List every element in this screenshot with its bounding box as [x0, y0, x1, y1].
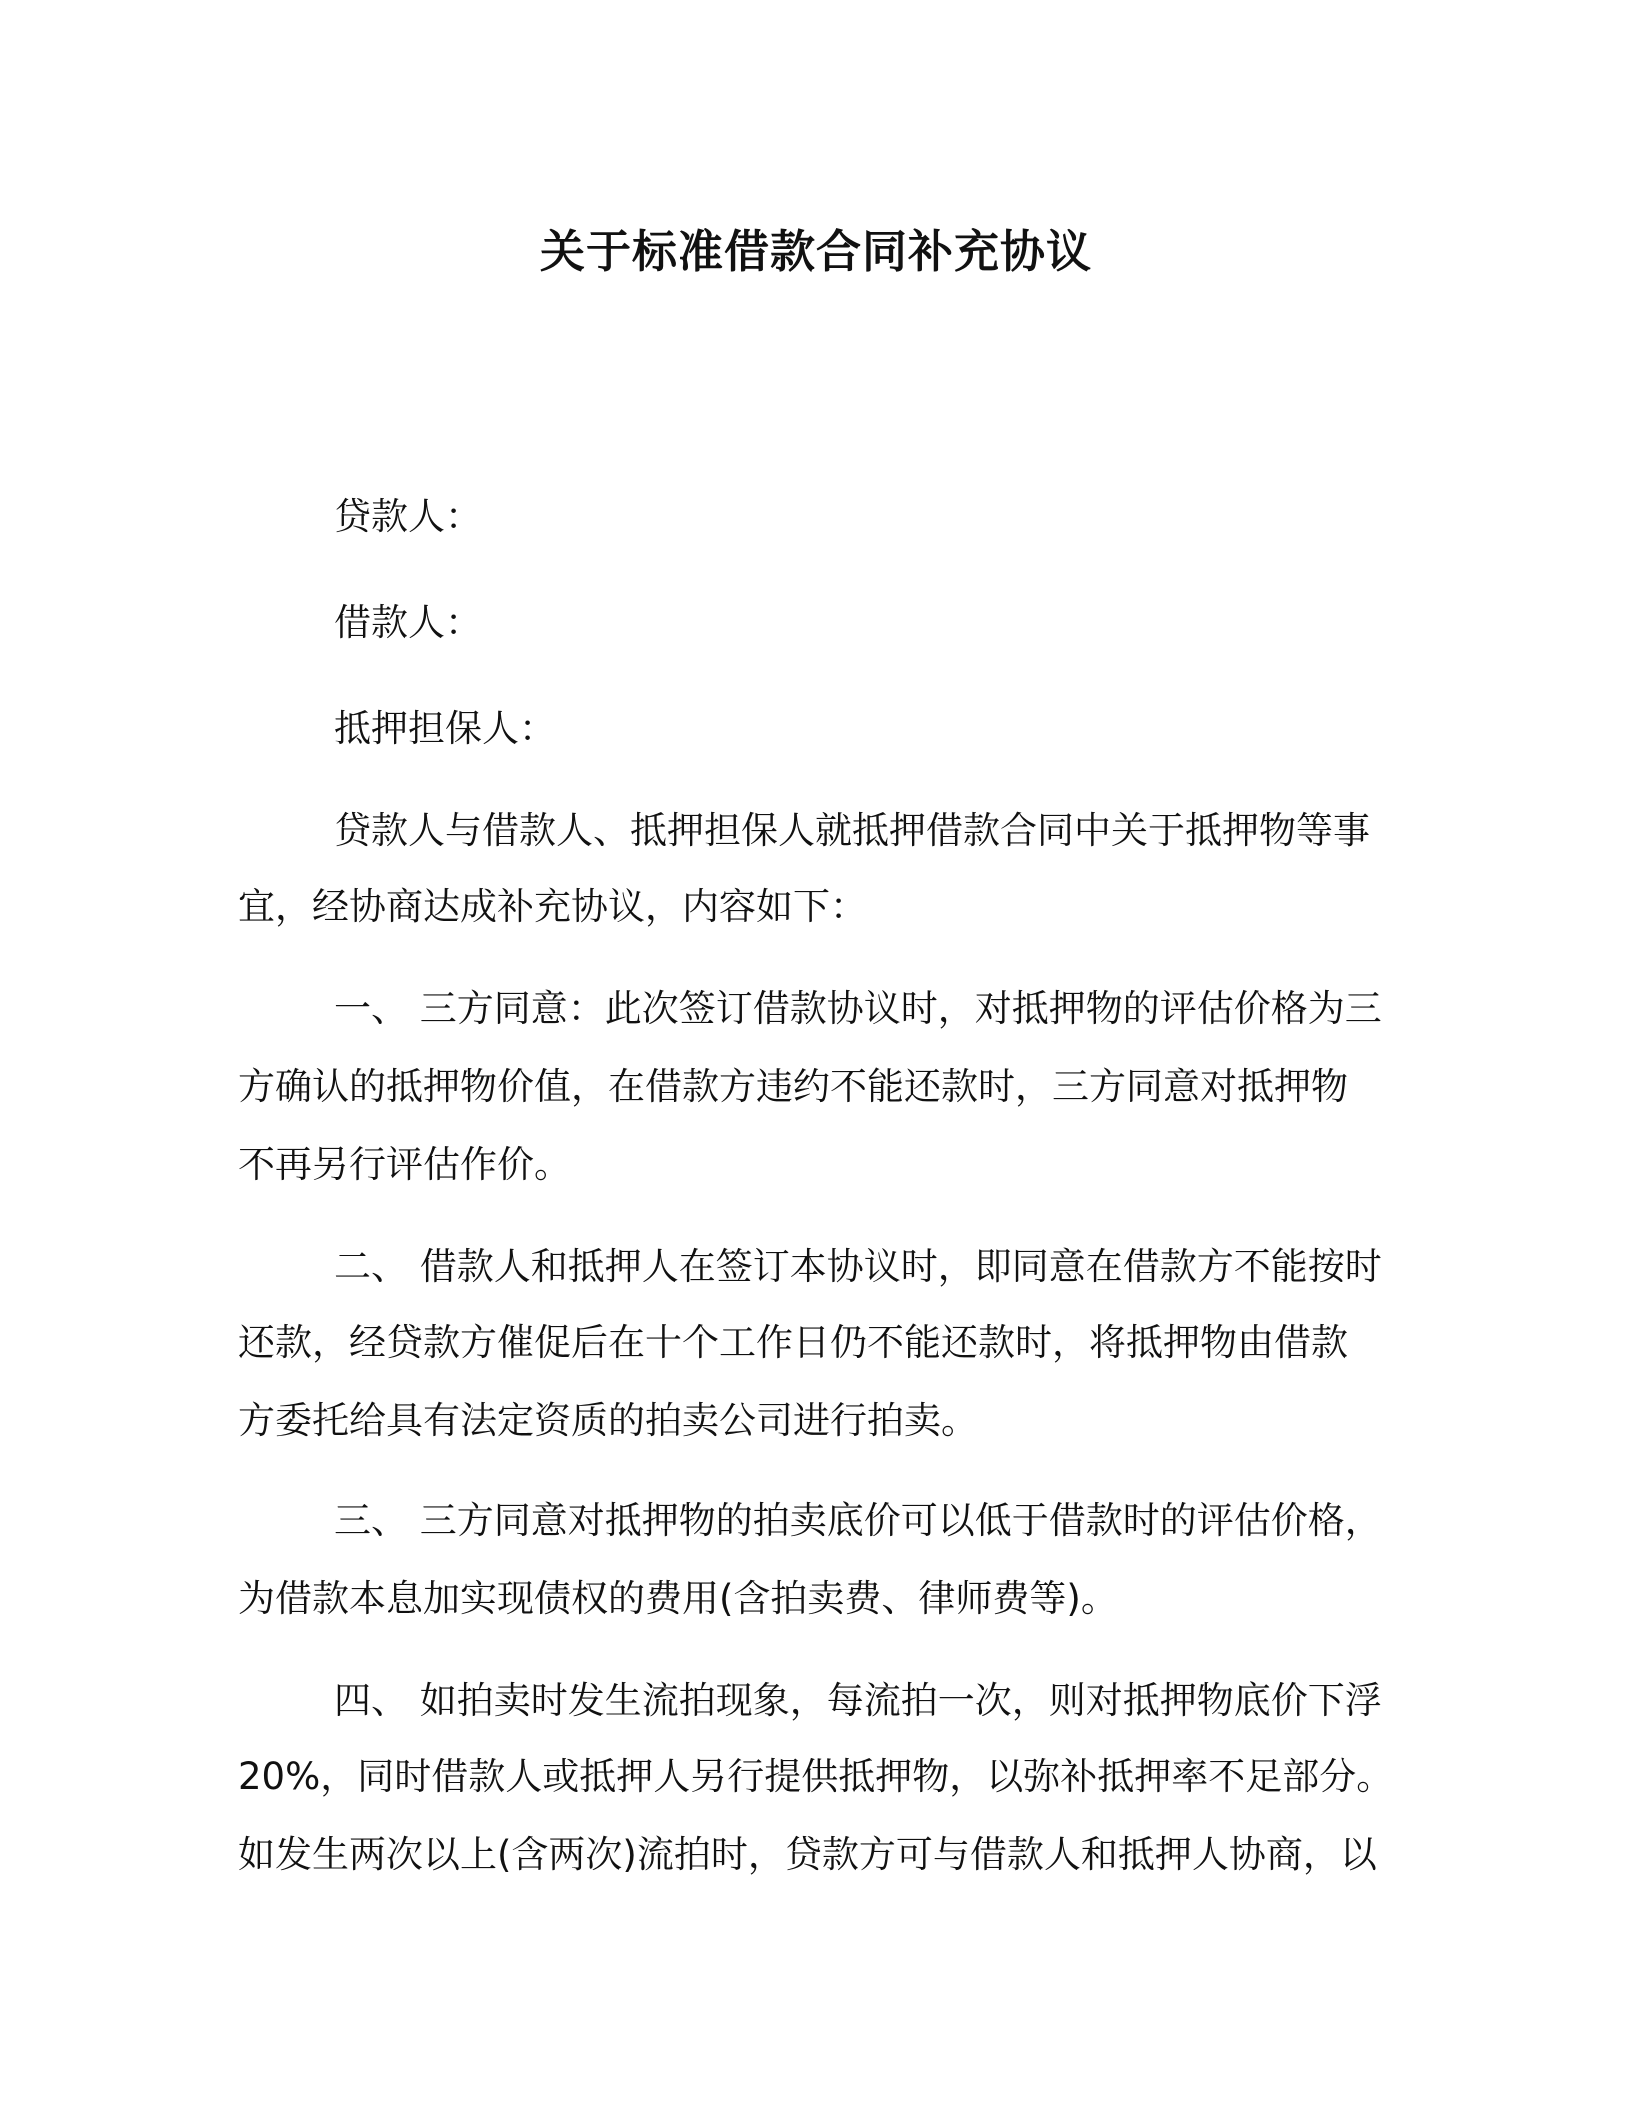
clause-3-line: 三、 三方同意对抵押物的拍卖底价可以低于借款时的评估价格，	[334, 1499, 1382, 1542]
party-guarantor-label: 抵押担保人：	[334, 707, 556, 750]
party-lender-label: 贷款人：	[334, 495, 482, 538]
clause-4-line: 四、 如拍卖时发生流拍现象，每流拍一次，则对抵押物底价下浮	[334, 1679, 1382, 1722]
clause-1-line: 方确认的抵押物价值，在借款方违约不能还款时，三方同意对抵押物	[238, 1065, 1348, 1108]
intro-line: 宜，经协商达成补充协议，内容如下：	[238, 885, 867, 928]
clause-4-line: 20%，同时借款人或抵押人另行提供抵押物，以弥补抵押率不足部分。	[238, 1755, 1394, 1798]
clause-4-line: 如发生两次以上(含两次)流拍时，贷款方可与借款人和抵押人协商，以	[238, 1833, 1377, 1876]
document-title: 关于标准借款合同补充协议	[539, 225, 1092, 278]
clause-2-line: 方委托给具有法定资质的拍卖公司进行拍卖。	[238, 1399, 978, 1442]
clause-2-line: 还款，经贷款方催促后在十个工作日仍不能还款时，将抵押物由借款	[238, 1321, 1348, 1364]
clause-2-line: 二、 借款人和抵押人在签订本协议时，即同意在借款方不能按时	[334, 1245, 1382, 1288]
party-borrower-label: 借款人：	[334, 601, 482, 644]
clause-3-line: 为借款本息加实现债权的费用(含拍卖费、律师费等)。	[238, 1577, 1118, 1620]
clause-1-line: 一、 三方同意：此次签订借款协议时，对抵押物的评估价格为三	[334, 987, 1382, 1030]
clause-1-line: 不再另行评估作价。	[238, 1143, 571, 1186]
intro-line: 贷款人与借款人、抵押担保人就抵押借款合同中关于抵押物等事	[334, 809, 1370, 852]
